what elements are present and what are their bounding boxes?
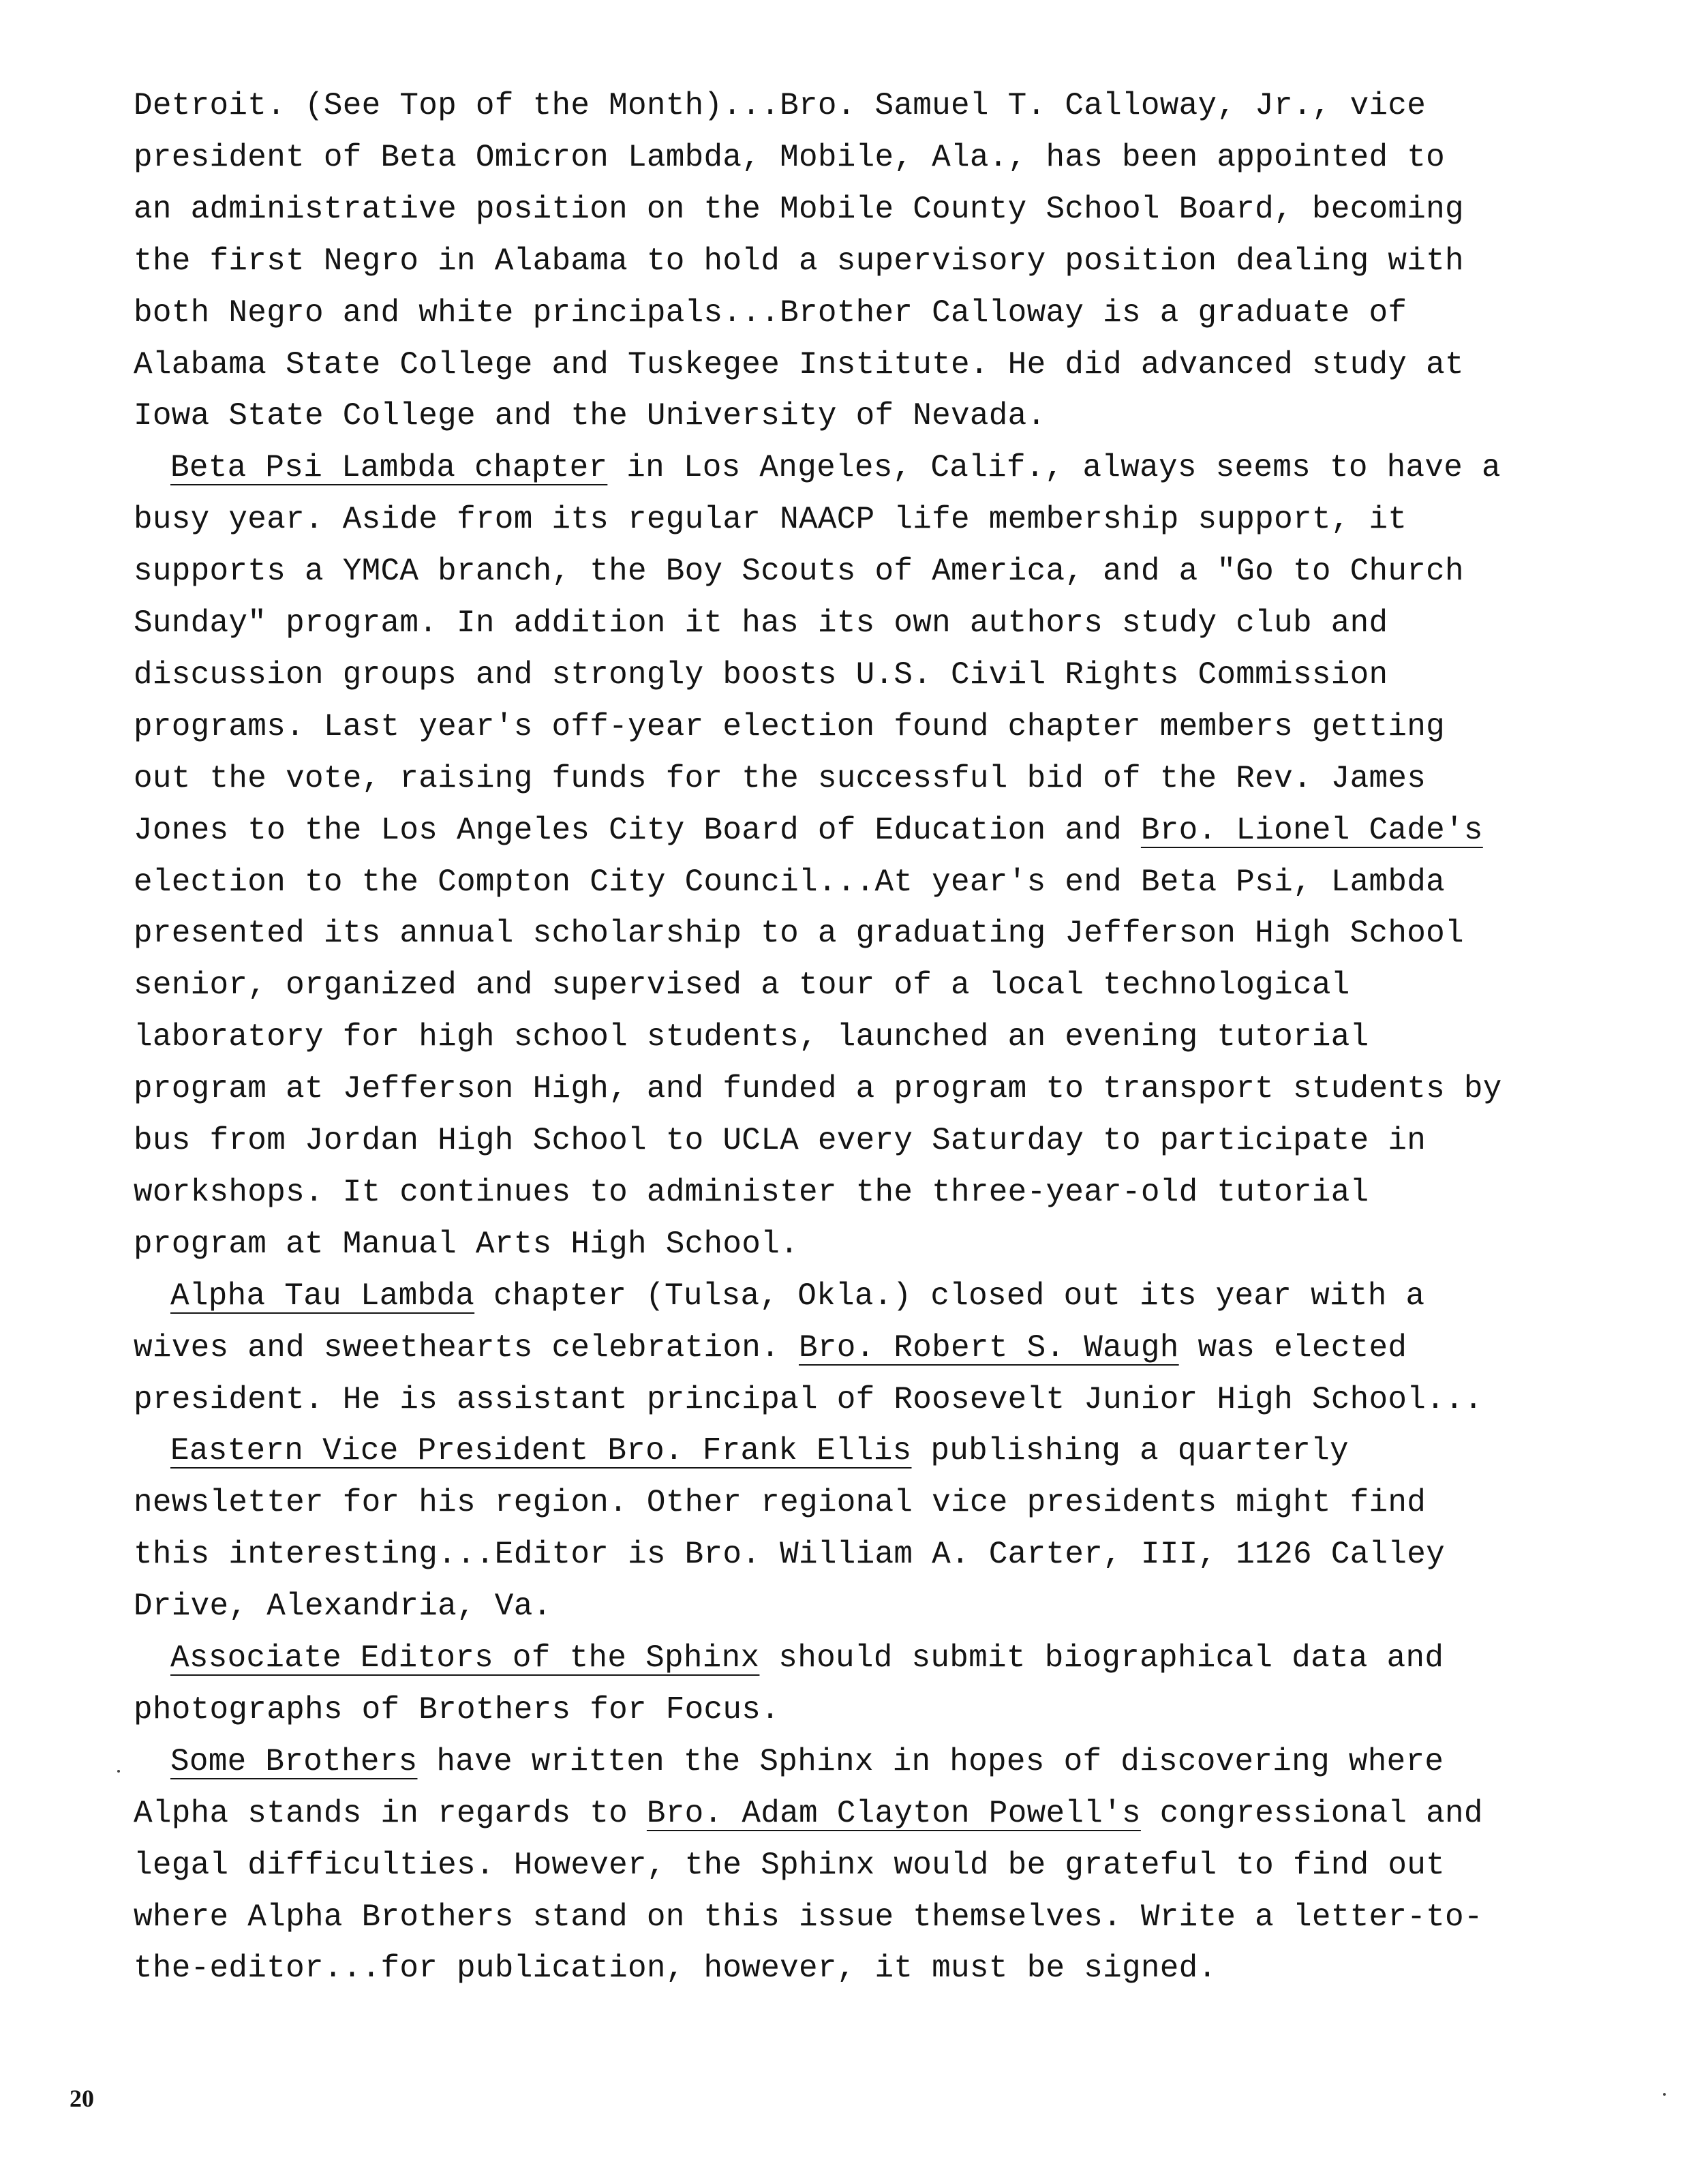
speck-mark — [117, 1770, 120, 1773]
text-line — [134, 1795, 1483, 1831]
text-segment: the first Negro in Alabama to hold a supervisory position dealing with — [134, 243, 1464, 279]
text-segment: both Negro and white principals...Brother Calloway is a graduate of — [134, 295, 1407, 331]
text-segment: Iowa State College and the University of Nevada. — [134, 398, 1046, 434]
text-line — [134, 760, 1427, 796]
text-segment: should submit biographical data and — [759, 1640, 1444, 1676]
underlined-name: Bro. Lionel Cade's — [1140, 812, 1483, 848]
text-segment: out the vote, raising funds for the successful bid of the Rev. James — [134, 760, 1427, 796]
text-line — [134, 1951, 1217, 1987]
text-line — [134, 1589, 552, 1625]
text-line — [134, 916, 1464, 952]
text-line — [134, 191, 1464, 227]
text-line — [134, 812, 1483, 848]
text-line — [170, 450, 1501, 486]
underlined-name: Associate Editors of the Sphinx — [170, 1640, 760, 1676]
underlined-name: Bro. Adam Clayton Powell's — [646, 1795, 1141, 1831]
text-line — [134, 297, 1407, 329]
underlined-name: Beta Psi Lambda chapter — [170, 450, 608, 486]
text-line — [134, 1021, 1369, 1053]
text-line — [134, 1125, 1426, 1156]
text-segment: congressional and — [1140, 1795, 1483, 1831]
underlined-name: Some Brothers — [170, 1743, 418, 1779]
text-segment: in Los Angeles, Calif., always seems to have a — [607, 450, 1501, 486]
text-segment: presented its annual scholarship to a graduating Jefferson High School — [134, 916, 1464, 952]
underlined-name: Eastern Vice President Bro. Frank Ellis — [170, 1433, 912, 1469]
text-segment: laboratory for high school students, launched an evening tutorial — [134, 1019, 1369, 1055]
text-segment: photographs of Brothers for Focus. — [134, 1691, 780, 1728]
text-line — [134, 1485, 1427, 1521]
text-segment: program at Manual Arts High School. — [134, 1226, 799, 1262]
text-line — [134, 1174, 1369, 1210]
text-segment: workshops. It continues to administer the three-year-old tutorial — [134, 1174, 1369, 1210]
text-segment: this interesting...Editor is Bro. William A. Carter, III, 1126 Calley — [134, 1537, 1446, 1573]
text-line — [134, 90, 1426, 121]
text-line — [134, 967, 1350, 1004]
text-segment: busy year. Aside from its regular NAACP life membership support, it — [134, 502, 1407, 538]
text-line — [134, 708, 1446, 744]
text-line — [134, 1537, 1446, 1573]
text-line — [134, 1381, 1483, 1417]
text-line — [170, 1743, 1444, 1779]
text-segment: election to the Compton City Council...At year's end Beta Psi, Lambda — [134, 864, 1446, 900]
text-line — [134, 864, 1446, 900]
text-segment: have written the Sphinx in hopes of discovering where — [417, 1743, 1444, 1779]
text-line — [134, 607, 1388, 639]
underlined-name: Bro. Robert S. Waugh — [798, 1329, 1179, 1366]
speck-mark — [1663, 2093, 1666, 2096]
text-line — [134, 139, 1446, 175]
text-line — [170, 1280, 1424, 1312]
text-segment: senior, organized and supervised a tour of a local technological — [134, 967, 1350, 1004]
text-line — [134, 346, 1464, 382]
text-segment: Jones to the Los Angeles City Board of Education and — [134, 812, 1141, 848]
text-line — [134, 1901, 1483, 1933]
text-segment: Sunday" program. In addition it has its own authors study club and — [134, 605, 1388, 641]
text-segment: Alabama State College and Tuskegee Institute. He did advanced study at — [134, 346, 1464, 382]
text-line — [134, 659, 1388, 691]
text-line — [134, 1847, 1446, 1883]
text-segment: chapter (Tulsa, Okla.) closed out its year with a — [474, 1278, 1425, 1314]
text-segment: was elected — [1178, 1329, 1407, 1366]
text-segment: the-editor...for publication, however, it must be signed. — [134, 1951, 1217, 1987]
text-line — [170, 1642, 1444, 1674]
text-segment: legal difficulties. However, the Sphinx would be grateful to find out — [134, 1847, 1446, 1883]
page-number: 20 — [70, 2085, 94, 2112]
text-line — [134, 245, 1464, 277]
text-segment: program at Jefferson High, and funded a program to transport students by — [134, 1071, 1502, 1107]
underlined-name: Alpha Tau Lambda — [170, 1278, 475, 1314]
text-segment: discussion groups and strongly boosts U.S. Civil Rights Commission — [134, 657, 1388, 693]
text-line — [134, 1071, 1502, 1107]
text-segment: president. He is assistant principal of Roosevelt Junior High School... — [134, 1381, 1483, 1417]
text-line — [134, 554, 1464, 590]
text-segment: bus from Jordan High School to UCLA every Saturday to participate in — [134, 1123, 1427, 1158]
text-segment: publishing a quarterly — [911, 1433, 1349, 1469]
text-line — [170, 1433, 1349, 1469]
text-segment: supports a YMCA branch, the Boy Scouts of America, and a "Go to Church — [134, 554, 1464, 590]
text-segment: an administrative position on the Mobile County School Board, becoming — [134, 191, 1464, 227]
text-segment: programs. Last year's off-year election found chapter members getting — [134, 708, 1446, 744]
text-segment: Drive, Alexandria, Va. — [134, 1589, 552, 1625]
text-line — [134, 1226, 799, 1262]
text-line — [134, 1329, 1407, 1366]
text-line — [134, 400, 1046, 432]
text-line — [134, 502, 1407, 538]
text-segment: where Alpha Brothers stand on this issue themselves. Write a letter-to- — [134, 1899, 1483, 1935]
text-segment: president of Beta Omicron Lambda, Mobile, Ala., has been appointed to — [134, 139, 1446, 175]
text-segment: Alpha stands in regards to — [134, 1795, 647, 1831]
text-segment: Detroit. (See Top of the Month)...Bro. Samuel T. Calloway, Jr., vice — [134, 88, 1427, 123]
text-segment: wives and sweethearts celebration. — [134, 1329, 799, 1366]
text-line — [134, 1691, 780, 1728]
text-segment: newsletter for his region. Other regional vice presidents might find — [134, 1485, 1427, 1521]
